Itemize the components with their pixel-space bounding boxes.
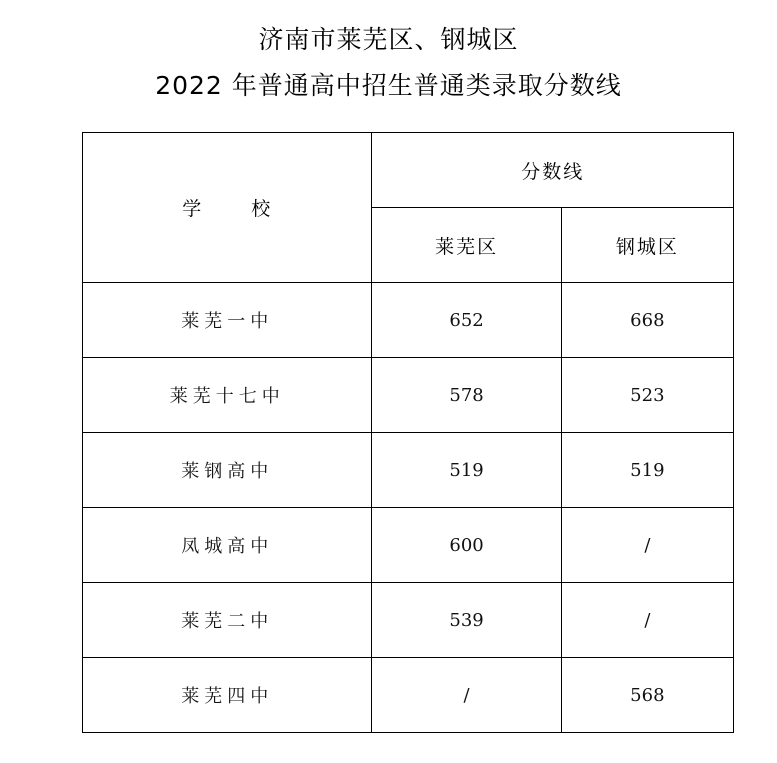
table-row [83, 433, 734, 508]
score-gangcheng: 568 [561, 658, 733, 733]
score-laiwu: 539 [372, 583, 561, 658]
score-laiwu: 578 [372, 358, 561, 433]
page-title-line1: 济南市莱芜区、钢城区 [258, 25, 519, 54]
score-laiwu: 519 [372, 433, 561, 508]
header-score-group: 分数线 [372, 133, 734, 208]
header-school-part1: 学 [182, 198, 204, 220]
header-school-part2: 校 [251, 198, 273, 220]
score-laiwu: / [372, 658, 561, 733]
school-name: 莱芜十七中 [83, 358, 372, 433]
table-row [83, 358, 734, 433]
school-name: 莱芜二中 [83, 583, 372, 658]
school-name: 莱芜一中 [83, 283, 372, 358]
score-gangcheng: / [561, 508, 733, 583]
admission-score-table [82, 132, 734, 733]
header-district-gangcheng: 钢城区 [561, 208, 733, 283]
score-gangcheng: 668 [561, 283, 733, 358]
score-gangcheng: 523 [561, 358, 733, 433]
table-row [83, 283, 734, 358]
table-row [83, 658, 734, 733]
score-laiwu: 600 [372, 508, 561, 583]
school-name: 凤城高中 [83, 508, 372, 583]
school-name: 莱钢高中 [83, 433, 372, 508]
score-laiwu: 652 [372, 283, 561, 358]
table-header-row [83, 133, 734, 208]
table-row [83, 583, 734, 658]
table-row [83, 508, 734, 583]
header-district-laiwu: 莱芜区 [372, 208, 561, 283]
page-title-line2: 2022 年普通高中招生普通类录取分数线 [155, 71, 622, 100]
header-school [83, 133, 372, 283]
score-gangcheng: 519 [561, 433, 733, 508]
score-gangcheng: / [561, 583, 733, 658]
school-name: 莱芜四中 [83, 658, 372, 733]
